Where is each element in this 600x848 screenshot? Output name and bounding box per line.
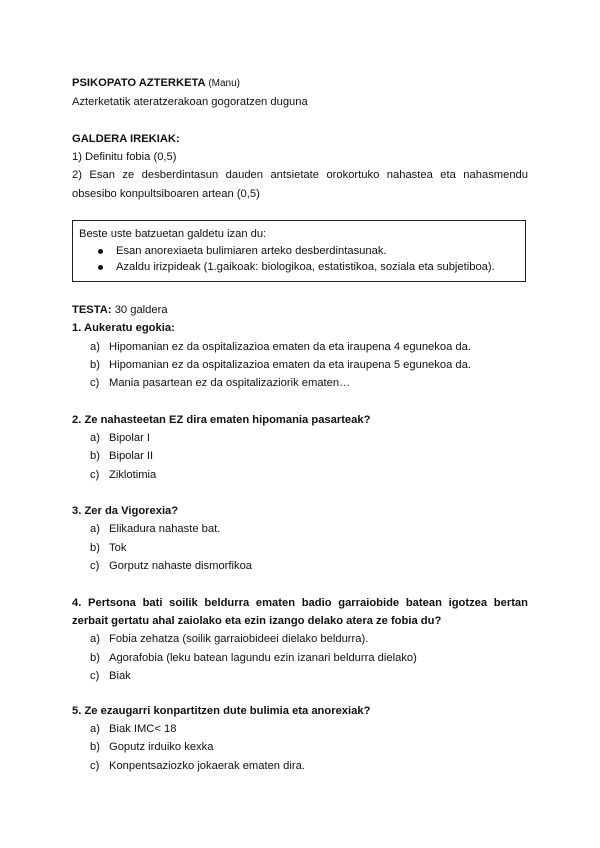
- option-text: Agorafobia (leku batean lagundu ezin izanari beldurra dielako): [109, 652, 417, 664]
- option-text: Mania pasartean ez da ospitalizaziorik ematen…: [109, 377, 351, 389]
- box-intro: Beste uste batzuetan galdetu izan du:: [79, 228, 267, 240]
- box-item-1: Esan anorexiaeta bulimiaren arteko desberdintasunak.: [116, 245, 387, 257]
- option-letter: a): [90, 633, 100, 645]
- title-note: (Manu): [208, 78, 241, 89]
- option-letter: c): [90, 560, 100, 572]
- option-text: Elikadura nahaste bat.: [109, 523, 221, 535]
- box-item-2: Azaldu irizpideak (1.gaikoak: biologikoa, estatistikoa, soziala eta subjetiboa).: [116, 261, 495, 273]
- option-text: Biak: [109, 670, 131, 682]
- option-letter: b): [90, 741, 100, 753]
- question-4-line-1: 4. Pertsona bati soilik beldurra ematen badio garraiobide batean igotzea bertan: [72, 597, 528, 609]
- option-letter: b): [90, 652, 100, 664]
- option-text: Goputz irduiko kexka: [109, 741, 214, 753]
- option-letter: c): [90, 469, 100, 481]
- open-questions-heading: GALDERA IREKIAK:: [72, 133, 180, 145]
- question-3: 3. Zer da Vigorexia?: [72, 505, 179, 517]
- question-4-line-2: zerbait gertatu ahal zaiolako eta ezin izango delako atera ze fobia du?: [72, 615, 442, 627]
- option-letter: a): [90, 341, 100, 353]
- option-text: Tok: [109, 542, 127, 554]
- document-title: [72, 76, 240, 91]
- question-5: 5. Ze ezaugarri konpartitzen dute bulimia eta anorexiak?: [72, 705, 371, 717]
- title-main: PSIKOPATO AZTERKETA: [72, 77, 206, 89]
- option-letter: c): [90, 760, 100, 772]
- question-2: 2. Ze nahasteetan EZ dira ematen hipomania pasarteak?: [72, 414, 371, 426]
- option-text: Ziklotimia: [109, 469, 157, 481]
- option-letter: c): [90, 670, 100, 682]
- test-heading: [72, 303, 168, 317]
- test-count: 30 galdera: [114, 304, 168, 316]
- option-text: Bipolar II: [109, 450, 154, 462]
- open-question-2-line-1: 2) Esan ze desberdintasun dauden antsietate orokortuko nahastea eta nahasmendu: [72, 169, 528, 181]
- option-text: Bipolar I: [109, 432, 151, 444]
- test-label: TESTA:: [72, 304, 112, 316]
- bullet-dot-icon: [98, 249, 103, 254]
- open-question-2-line-2: obsesibo konpultsiboaren artean (0,5): [72, 188, 260, 200]
- previous-questions-box: [72, 220, 526, 282]
- open-question-1: 1) Definitu fobia (0,5): [72, 151, 177, 163]
- subtitle: Azterketatik ateratzerakoan gogoratzen duguna: [72, 96, 308, 108]
- option-letter: b): [90, 542, 100, 554]
- bullet-dot-icon: [98, 265, 103, 270]
- option-letter: b): [90, 450, 100, 462]
- option-letter: a): [90, 723, 100, 735]
- option-text: Fobia zehatza (soilik garraiobideei dielako beldurra).: [109, 633, 369, 645]
- option-text: Gorputz nahaste dismorfikoa: [109, 560, 253, 572]
- question-1: 1. Aukeratu egokia:: [72, 322, 175, 334]
- option-letter: a): [90, 432, 100, 444]
- option-letter: a): [90, 523, 100, 535]
- option-letter: c): [90, 377, 100, 389]
- option-text: Biak IMC< 18: [109, 723, 177, 735]
- option-text: Konpentsaziozko jokaerak ematen dira.: [109, 760, 305, 772]
- option-text: Hipomanian ez da ospitalizazioa ematen da eta iraupena 4 egunekoa da.: [109, 341, 471, 353]
- option-letter: b): [90, 359, 100, 371]
- option-text: Hipomanian ez da ospitalizazioa ematen da eta iraupena 5 egunekoa da.: [109, 359, 471, 371]
